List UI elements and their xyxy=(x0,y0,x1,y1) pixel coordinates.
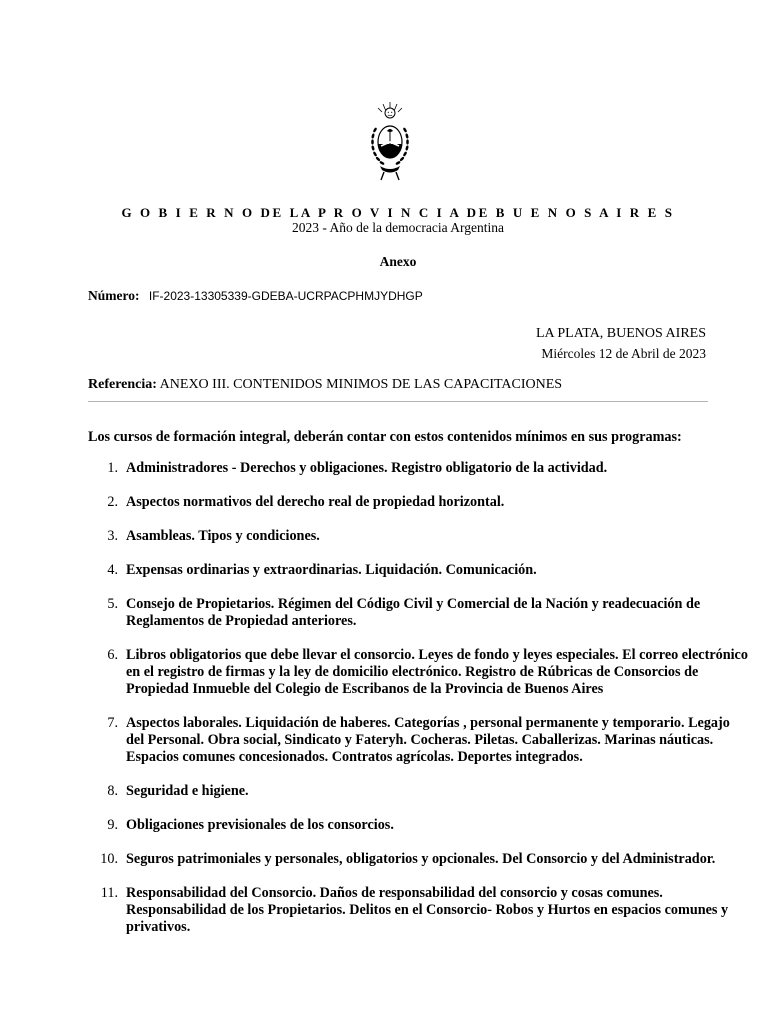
list-item-number: 4. xyxy=(107,562,118,578)
list-item-number: 3. xyxy=(107,528,118,544)
list-item xyxy=(88,494,748,511)
reference-label: Referencia: xyxy=(88,377,157,392)
list-item-number: 1. xyxy=(107,460,118,476)
list-item-number: 2. xyxy=(107,494,118,510)
list-item-text: Seguros patrimoniales y personales, obligatorios y opcionales. Del Consorcio y del Administrador. xyxy=(126,851,716,867)
list-item xyxy=(88,596,748,630)
list-item-text: Obligaciones previsionales de los consorcios. xyxy=(126,817,394,833)
content-list xyxy=(88,460,748,953)
list-item-text: Seguridad e higiene. xyxy=(126,783,249,799)
list-item xyxy=(88,715,748,766)
list-item xyxy=(88,647,748,698)
list-item-text: Libros obligatorios que debe llevar el consorcio. Leyes de fondo y leyes especiales. El correo electrónico en el registro de firmas y la ley de domicilio electrónico. Registro de Rúbricas de Consorcios de Propiedad Inmueble del Colegio de Escribanos de la Provincia de Buenos Aires xyxy=(126,647,748,697)
list-item-number: 7. xyxy=(107,715,118,731)
reference xyxy=(88,377,562,393)
document-number xyxy=(88,288,423,304)
government-header: G O B I E R N O DE LA P R O V I N C I A DE B U E N O S A I R E S xyxy=(121,205,675,220)
list-item-text: Responsabilidad del Consorcio. Daños de responsabilidad del consorcio y cosas comunes. Responsabilidad de los Propietarios. Delitos en el Consorcio- Robos y Hurtos en espacios comunes y privativos. xyxy=(126,885,729,935)
list-item xyxy=(88,528,748,545)
list-item-number: 10. xyxy=(100,851,118,867)
list-item-number: 9. xyxy=(107,817,118,833)
list-item-number: 5. xyxy=(107,596,118,612)
list-item xyxy=(88,817,748,834)
list-item-text: Asambleas. Tipos y condiciones. xyxy=(126,528,320,544)
list-item xyxy=(88,885,748,936)
place-and-date xyxy=(536,324,706,364)
place-date: Miércoles 12 de Abril de 2023 xyxy=(541,346,706,361)
list-item xyxy=(88,460,748,477)
list-item-number: 6. xyxy=(107,647,118,663)
document-number-label: Número: xyxy=(88,288,140,303)
list-item xyxy=(88,851,748,868)
list-item-text: Expensas ordinarias y extraordinarias. Liquidación. Comunicación. xyxy=(126,562,537,578)
reference-value: ANEXO III. CONTENIDOS MINIMOS DE LAS CAPACITACIONES xyxy=(159,377,563,392)
list-item-text: Administradores - Derechos y obligaciones. Registro obligatorio de la actividad. xyxy=(126,460,608,476)
place-city: LA PLATA, BUENOS AIRES xyxy=(535,326,706,341)
coat-of-arms-icon xyxy=(366,100,414,184)
list-item-text: Consejo de Propietarios. Régimen del Código Civil y Comercial de la Nación y readecuación de Reglamentos de Propiedad anteriores. xyxy=(126,596,701,629)
list-item-text: Aspectos laborales. Liquidación de haberes. Categorías , personal permanente y temporario. Legajo del Personal. Obra social, Sindicato y Fateryh. Cocheras. Piletas. Caballerizas. Marinas náuticas. Espacios comunes concesionados. Contratos agrícolas. Deportes integrados. xyxy=(126,715,730,765)
year-motto: 2023 - Año de la democracia Argentina xyxy=(292,220,504,235)
reference-divider xyxy=(88,401,708,402)
document-type-title: Anexo xyxy=(379,254,417,269)
list-item xyxy=(88,783,748,800)
intro-paragraph: Los cursos de formación integral, deberán contar con estos contenidos mínimos en sus programas: xyxy=(88,429,682,445)
document-number-value: IF-2023-13305339-GDEBA-UCRPACPHMJYDHGP xyxy=(148,289,423,303)
list-item-number: 8. xyxy=(107,783,118,799)
list-item xyxy=(88,562,748,579)
list-item-number: 11. xyxy=(100,885,118,901)
list-item-text: Aspectos normativos del derecho real de propiedad horizontal. xyxy=(126,494,505,510)
